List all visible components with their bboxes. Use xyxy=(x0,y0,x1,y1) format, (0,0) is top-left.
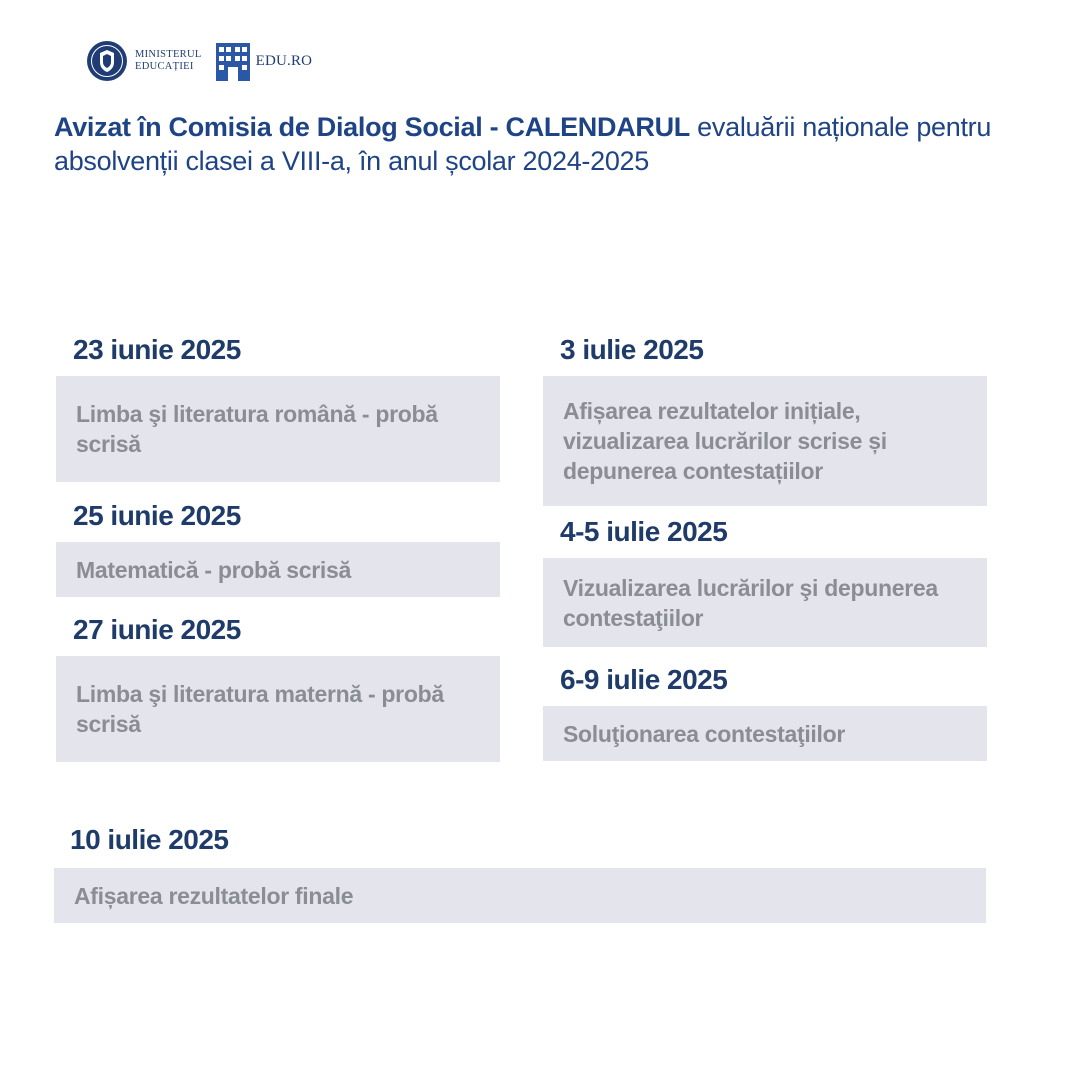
event-description: Afișarea rezultatelor finale xyxy=(54,868,986,923)
eduro-label: EDU.RO xyxy=(255,52,313,69)
event-date: 4-5 iulie 2025 xyxy=(560,516,728,547)
event-description: Afișarea rezultatelor inițiale, vizualizarea lucrărilor scrise și depunerea contestațiilor xyxy=(543,376,987,506)
right-schedule-column xyxy=(543,330,987,761)
event-description: Matematică - probă scrisă xyxy=(56,542,500,597)
event-date: 27 iunie 2025 xyxy=(73,614,241,645)
event-description: Limba şi literatura română - probă scrisă xyxy=(56,376,500,482)
page-title-bold: Avizat în Comisia de Dialog Social - CALENDARUL xyxy=(54,112,690,142)
ministry-seal-icon xyxy=(86,40,128,82)
page-title xyxy=(54,110,1014,178)
ministry-name xyxy=(135,49,202,73)
event-description: Vizualizarea lucrărilor şi depunerea contestaţiilor xyxy=(543,558,987,647)
event-date: 23 iunie 2025 xyxy=(73,334,241,365)
ministry-line-2: EDUCAȚIEI xyxy=(135,61,194,72)
event-date: 10 iulie 2025 xyxy=(70,824,229,855)
page-title-regular: evaluării naționale pentru absolvenții clasei a VIII-a, în anul școlar 2024-2025 xyxy=(54,112,992,176)
header-logos xyxy=(86,38,312,84)
event-date: 3 iulie 2025 xyxy=(560,334,704,365)
final-schedule-entry xyxy=(54,820,986,923)
eduro-building-icon xyxy=(216,41,250,81)
ministry-line-1: MINISTERUL xyxy=(135,49,202,60)
event-date: 6-9 iulie 2025 xyxy=(560,664,728,695)
event-description: Limba şi literatura maternă - probă scrisă xyxy=(56,656,500,762)
event-description: Soluţionarea contestaţiilor xyxy=(543,706,987,761)
left-schedule-column xyxy=(56,330,500,762)
event-date: 25 iunie 2025 xyxy=(73,500,241,531)
